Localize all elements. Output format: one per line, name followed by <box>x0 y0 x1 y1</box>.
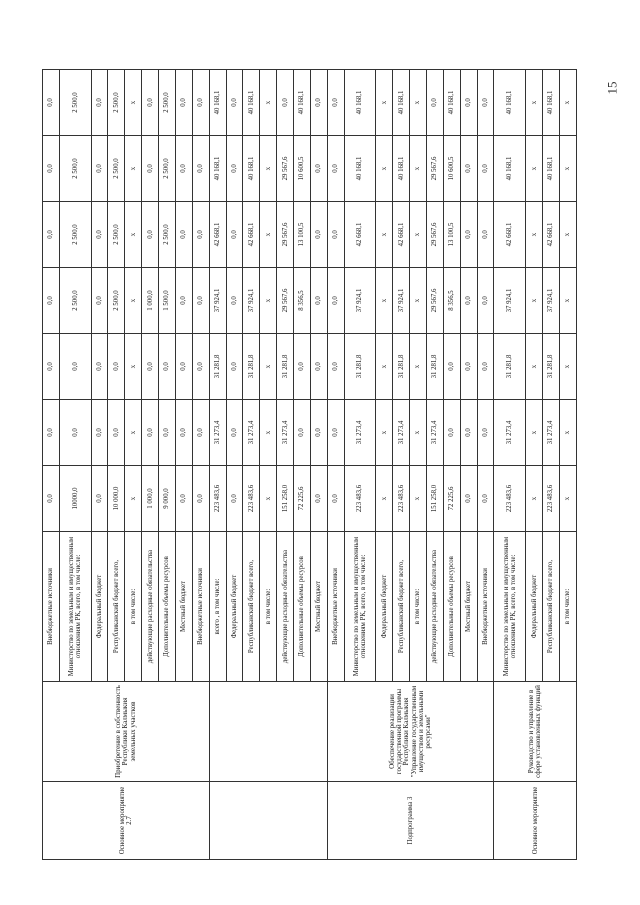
amount-cell: 0,0 <box>310 70 327 136</box>
amount-cell: 0,0 <box>91 466 108 532</box>
funding-source: Федеральный бюджет <box>91 532 108 682</box>
amount-cell: 0,0 <box>443 334 460 400</box>
amount-cell: 8 356,5 <box>294 268 311 334</box>
amount-cell: х <box>526 400 543 466</box>
amount-cell: 0,0 <box>460 70 477 136</box>
amount-cell: 31 281,8 <box>543 334 560 400</box>
amount-cell: 0,0 <box>59 334 91 400</box>
amount-cell: 10 600,5 <box>294 136 311 202</box>
amount-cell: 0,0 <box>91 334 108 400</box>
amount-cell: х <box>376 466 393 532</box>
amount-cell: 0,0 <box>477 70 494 136</box>
amount-cell: 0,0 <box>294 334 311 400</box>
table-row <box>43 70 60 860</box>
amount-cell: х <box>376 268 393 334</box>
amount-cell: х <box>376 136 393 202</box>
amount-cell: 0,0 <box>91 70 108 136</box>
amount-cell: 31 273,4 <box>393 400 410 466</box>
amount-cell: 0,0 <box>327 70 344 136</box>
funding-source: Федеральный бюджет <box>526 532 543 682</box>
amount-cell: 0,0 <box>192 400 209 466</box>
amount-cell: 0,0 <box>460 202 477 268</box>
funding-source: Внебюджетные источники <box>477 532 494 682</box>
amount-cell: 0,0 <box>142 400 159 466</box>
block-label: Основное мероприятие <box>494 782 577 860</box>
amount-cell: 37 924,1 <box>344 268 376 334</box>
amount-cell: х <box>559 400 576 466</box>
amount-cell: 37 924,1 <box>543 268 560 334</box>
amount-cell: 223 483,6 <box>543 466 560 532</box>
amount-cell: 37 924,1 <box>393 268 410 334</box>
amount-cell: х <box>376 334 393 400</box>
amount-cell: 0,0 <box>327 268 344 334</box>
table-row <box>209 70 226 860</box>
funding-source: Федеральный бюджет <box>376 532 393 682</box>
amount-cell: 40 168,1 <box>344 70 376 136</box>
amount-cell: 40 168,1 <box>209 70 226 136</box>
amount-cell: х <box>260 202 277 268</box>
amount-cell: 223 483,6 <box>243 466 260 532</box>
funding-source: всего , в том числе: <box>209 532 226 682</box>
amount-cell: 0,0 <box>226 136 243 202</box>
amount-cell: 2 500,0 <box>108 202 125 268</box>
amount-cell: 2 500,0 <box>59 268 91 334</box>
amount-cell: 72 225,6 <box>294 466 311 532</box>
amount-cell: х <box>376 202 393 268</box>
amount-cell: 29 567,6 <box>426 202 443 268</box>
funding-source: в том числе: <box>559 532 576 682</box>
amount-cell: 151 258,0 <box>277 466 294 532</box>
amount-cell: 0,0 <box>43 466 60 532</box>
amount-cell: 29 567,6 <box>277 136 294 202</box>
amount-cell: 0,0 <box>310 202 327 268</box>
amount-cell: 0,0 <box>310 334 327 400</box>
amount-cell: х <box>376 400 393 466</box>
amount-cell: 42 668,1 <box>209 202 226 268</box>
amount-cell: 0,0 <box>460 400 477 466</box>
amount-cell: 42 668,1 <box>494 202 526 268</box>
amount-cell: х <box>559 268 576 334</box>
amount-cell: 0,0 <box>327 334 344 400</box>
amount-cell: 0,0 <box>43 202 60 268</box>
funding-source: Дополнительные объемы ресурсов <box>294 532 311 682</box>
amount-cell: 0,0 <box>327 202 344 268</box>
amount-cell: 0,0 <box>192 334 209 400</box>
amount-cell: х <box>260 466 277 532</box>
amount-cell: 0,0 <box>108 400 125 466</box>
amount-cell: 29 567,6 <box>277 268 294 334</box>
amount-cell: х <box>410 70 427 136</box>
amount-cell: 0,0 <box>310 268 327 334</box>
amount-cell: 1 000,0 <box>142 466 159 532</box>
amount-cell: 223 483,6 <box>393 466 410 532</box>
amount-cell: х <box>410 400 427 466</box>
amount-cell: 2 500,0 <box>159 202 176 268</box>
funding-source: в том числе: <box>260 532 277 682</box>
amount-cell: х <box>125 400 142 466</box>
amount-cell: 0,0 <box>175 466 192 532</box>
amount-cell: 2 500,0 <box>159 136 176 202</box>
amount-cell: х <box>260 334 277 400</box>
funding-source: Местный бюджет <box>310 532 327 682</box>
funding-source: Республиканский бюджет всего, <box>243 532 260 682</box>
funding-source: действующие расходные обязательства <box>426 532 443 682</box>
amount-cell: 223 483,6 <box>344 466 376 532</box>
amount-cell: х <box>410 334 427 400</box>
amount-cell: 0,0 <box>159 400 176 466</box>
block-label: Основное мероприятие 2.7 <box>43 782 210 860</box>
amount-cell: х <box>260 70 277 136</box>
amount-cell: 0,0 <box>460 136 477 202</box>
amount-cell: 40 168,1 <box>243 136 260 202</box>
amount-cell: 223 483,6 <box>209 466 226 532</box>
amount-cell: 0,0 <box>277 70 294 136</box>
rotated-table-wrapper <box>42 70 577 860</box>
amount-cell: 2 500,0 <box>59 202 91 268</box>
amount-cell: 31 273,4 <box>494 400 526 466</box>
amount-cell: 31 281,8 <box>344 334 376 400</box>
amount-cell: 0,0 <box>91 400 108 466</box>
funding-source: Дополнительные объемы ресурсов <box>159 532 176 682</box>
amount-cell: х <box>559 70 576 136</box>
amount-cell: х <box>559 202 576 268</box>
amount-cell: 0,0 <box>327 136 344 202</box>
amount-cell: 0,0 <box>226 268 243 334</box>
amount-cell: х <box>125 70 142 136</box>
amount-cell: 0,0 <box>310 136 327 202</box>
amount-cell: 31 273,4 <box>209 400 226 466</box>
amount-cell: 2 500,0 <box>108 136 125 202</box>
budget-table <box>42 69 577 860</box>
amount-cell: 0,0 <box>443 400 460 466</box>
amount-cell: 0,0 <box>294 400 311 466</box>
funding-source: Местный бюджет <box>460 532 477 682</box>
amount-cell: х <box>260 268 277 334</box>
amount-cell: х <box>125 268 142 334</box>
amount-cell: 8 356,5 <box>443 268 460 334</box>
amount-cell: 151 258,0 <box>426 466 443 532</box>
block-name: Обеспечение реализации государственной программы Республики Калмыкия "Управление государственным имуществом и земельными ресурсами" <box>327 682 494 782</box>
amount-cell: 40 168,1 <box>344 136 376 202</box>
amount-cell: х <box>526 268 543 334</box>
amount-cell: 0,0 <box>226 334 243 400</box>
amount-cell: 0,0 <box>226 466 243 532</box>
amount-cell: х <box>526 466 543 532</box>
amount-cell: 0,0 <box>460 334 477 400</box>
amount-cell: 0,0 <box>43 70 60 136</box>
amount-cell: х <box>260 136 277 202</box>
amount-cell: х <box>125 334 142 400</box>
amount-cell: 0,0 <box>142 136 159 202</box>
amount-cell: 9 000,0 <box>159 466 176 532</box>
table-row <box>327 70 344 860</box>
amount-cell: х <box>526 136 543 202</box>
amount-cell: 10 000,0 <box>108 466 125 532</box>
amount-cell: 2 500,0 <box>108 268 125 334</box>
amount-cell: 0,0 <box>43 334 60 400</box>
amount-cell: 31 273,4 <box>344 400 376 466</box>
funding-source: Министерство по земельным и имущественным отношениям РК, всего, в том числе: <box>59 532 91 682</box>
block-label: Подпрограмма 3 <box>327 782 494 860</box>
amount-cell: 72 225,6 <box>443 466 460 532</box>
amount-cell: 0,0 <box>226 400 243 466</box>
funding-source: Внебюджетные источники <box>327 532 344 682</box>
amount-cell: 0,0 <box>175 334 192 400</box>
amount-cell: 40 168,1 <box>543 70 560 136</box>
amount-cell: 0,0 <box>175 70 192 136</box>
amount-cell: х <box>410 268 427 334</box>
block-label <box>209 782 327 860</box>
amount-cell: 37 924,1 <box>243 268 260 334</box>
amount-cell: 0,0 <box>91 136 108 202</box>
funding-source: действующие расходные обязательства <box>277 532 294 682</box>
amount-cell: 31 281,8 <box>277 334 294 400</box>
amount-cell: 0,0 <box>460 268 477 334</box>
amount-cell: 40 168,1 <box>294 70 311 136</box>
amount-cell: 0,0 <box>477 202 494 268</box>
amount-cell: 40 168,1 <box>243 70 260 136</box>
amount-cell: 0,0 <box>226 202 243 268</box>
amount-cell: 40 168,1 <box>393 136 410 202</box>
amount-cell: 0,0 <box>43 268 60 334</box>
amount-cell: 31 281,8 <box>426 334 443 400</box>
amount-cell: 0,0 <box>142 202 159 268</box>
amount-cell: 0,0 <box>108 334 125 400</box>
amount-cell: 0,0 <box>43 400 60 466</box>
amount-cell: х <box>376 70 393 136</box>
amount-cell: 0,0 <box>327 400 344 466</box>
amount-cell: х <box>125 202 142 268</box>
funding-source: Дополнительные объемы ресурсов <box>443 532 460 682</box>
amount-cell: 0,0 <box>426 70 443 136</box>
amount-cell: 31 273,4 <box>277 400 294 466</box>
amount-cell: 0,0 <box>91 268 108 334</box>
amount-cell: 0,0 <box>142 70 159 136</box>
amount-cell: 31 273,4 <box>426 400 443 466</box>
amount-cell: 2 500,0 <box>59 70 91 136</box>
funding-source: Республиканский бюджет всего, <box>108 532 125 682</box>
amount-cell: 0,0 <box>477 268 494 334</box>
amount-cell: 0,0 <box>91 202 108 268</box>
amount-cell: 29 567,6 <box>426 136 443 202</box>
amount-cell: 0,0 <box>192 466 209 532</box>
block-name: Приобретение в собственность Республики Калмыкия земельных участков <box>43 682 210 782</box>
amount-cell: 0,0 <box>192 202 209 268</box>
table-row <box>494 70 526 860</box>
amount-cell: 0,0 <box>477 466 494 532</box>
amount-cell: 0,0 <box>477 136 494 202</box>
amount-cell: 223 483,6 <box>494 466 526 532</box>
amount-cell: 0,0 <box>142 334 159 400</box>
amount-cell: х <box>125 136 142 202</box>
amount-cell: 13 100,5 <box>294 202 311 268</box>
amount-cell: х <box>125 466 142 532</box>
amount-cell: 0,0 <box>175 202 192 268</box>
amount-cell: 13 100,5 <box>443 202 460 268</box>
amount-cell: 40 168,1 <box>443 70 460 136</box>
amount-cell: 0,0 <box>159 334 176 400</box>
amount-cell: 37 924,1 <box>494 268 526 334</box>
amount-cell: 31 281,8 <box>243 334 260 400</box>
amount-cell: 42 668,1 <box>393 202 410 268</box>
funding-source: в том числе: <box>410 532 427 682</box>
amount-cell: 0,0 <box>460 466 477 532</box>
amount-cell: х <box>410 202 427 268</box>
amount-cell: 2 500,0 <box>108 70 125 136</box>
amount-cell: 0,0 <box>226 70 243 136</box>
amount-cell: 42 668,1 <box>243 202 260 268</box>
amount-cell: 31 273,4 <box>543 400 560 466</box>
amount-cell: 0,0 <box>477 400 494 466</box>
amount-cell: 10 600,5 <box>443 136 460 202</box>
amount-cell: 0,0 <box>192 268 209 334</box>
amount-cell: 0,0 <box>192 136 209 202</box>
amount-cell: 31 281,8 <box>393 334 410 400</box>
amount-cell: 42 668,1 <box>543 202 560 268</box>
amount-cell: х <box>260 400 277 466</box>
amount-cell: 29 567,6 <box>277 202 294 268</box>
amount-cell: 40 168,1 <box>543 136 560 202</box>
amount-cell: х <box>410 136 427 202</box>
funding-source: действующие расходные обязательства <box>142 532 159 682</box>
amount-cell: 40 168,1 <box>494 70 526 136</box>
page-number: 15 <box>604 81 620 95</box>
amount-cell: 31 281,8 <box>209 334 226 400</box>
amount-cell: 0,0 <box>175 400 192 466</box>
amount-cell: 0,0 <box>327 466 344 532</box>
amount-cell: 29 567,6 <box>426 268 443 334</box>
amount-cell: х <box>559 466 576 532</box>
funding-source: Республиканский бюджет всего, <box>393 532 410 682</box>
amount-cell: 0,0 <box>175 136 192 202</box>
funding-source: в том числе: <box>125 532 142 682</box>
amount-cell: 1 000,0 <box>142 268 159 334</box>
amount-cell: х <box>559 136 576 202</box>
funding-source: Министерство по земельным и имущественным отношениям РК, всего, в том числе: <box>494 532 526 682</box>
funding-source: Министерство по земельным и имущественным отношениям РК, всего, в том числе: <box>344 532 376 682</box>
amount-cell: 0,0 <box>192 70 209 136</box>
amount-cell: х <box>526 202 543 268</box>
amount-cell: 37 924,1 <box>209 268 226 334</box>
block-name <box>209 682 327 782</box>
funding-source: Федеральный бюджет <box>226 532 243 682</box>
amount-cell: 40 168,1 <box>393 70 410 136</box>
amount-cell: 1 500,0 <box>159 268 176 334</box>
amount-cell: 31 273,4 <box>243 400 260 466</box>
funding-source: Внебюджетные источники <box>43 532 60 682</box>
funding-source: Местный бюджет <box>175 532 192 682</box>
amount-cell: 0,0 <box>43 136 60 202</box>
amount-cell: 0,0 <box>477 334 494 400</box>
amount-cell: 2 500,0 <box>159 70 176 136</box>
amount-cell: х <box>526 70 543 136</box>
amount-cell: 40 168,1 <box>209 136 226 202</box>
amount-cell: х <box>526 334 543 400</box>
amount-cell: 0,0 <box>59 400 91 466</box>
amount-cell: 2 500,0 <box>59 136 91 202</box>
amount-cell: х <box>559 334 576 400</box>
amount-cell: 0,0 <box>310 466 327 532</box>
amount-cell: 42 668,1 <box>344 202 376 268</box>
amount-cell: х <box>410 466 427 532</box>
amount-cell: 40 168,1 <box>494 136 526 202</box>
amount-cell: 0,0 <box>175 268 192 334</box>
amount-cell: 0,0 <box>310 400 327 466</box>
funding-source: Внебюджетные источники <box>192 532 209 682</box>
funding-source: Республиканский бюджет всего, <box>543 532 560 682</box>
amount-cell: 10000,0 <box>59 466 91 532</box>
amount-cell: 31 281,8 <box>494 334 526 400</box>
block-name: Руководство и управление в сфере установленных функций <box>494 682 577 782</box>
